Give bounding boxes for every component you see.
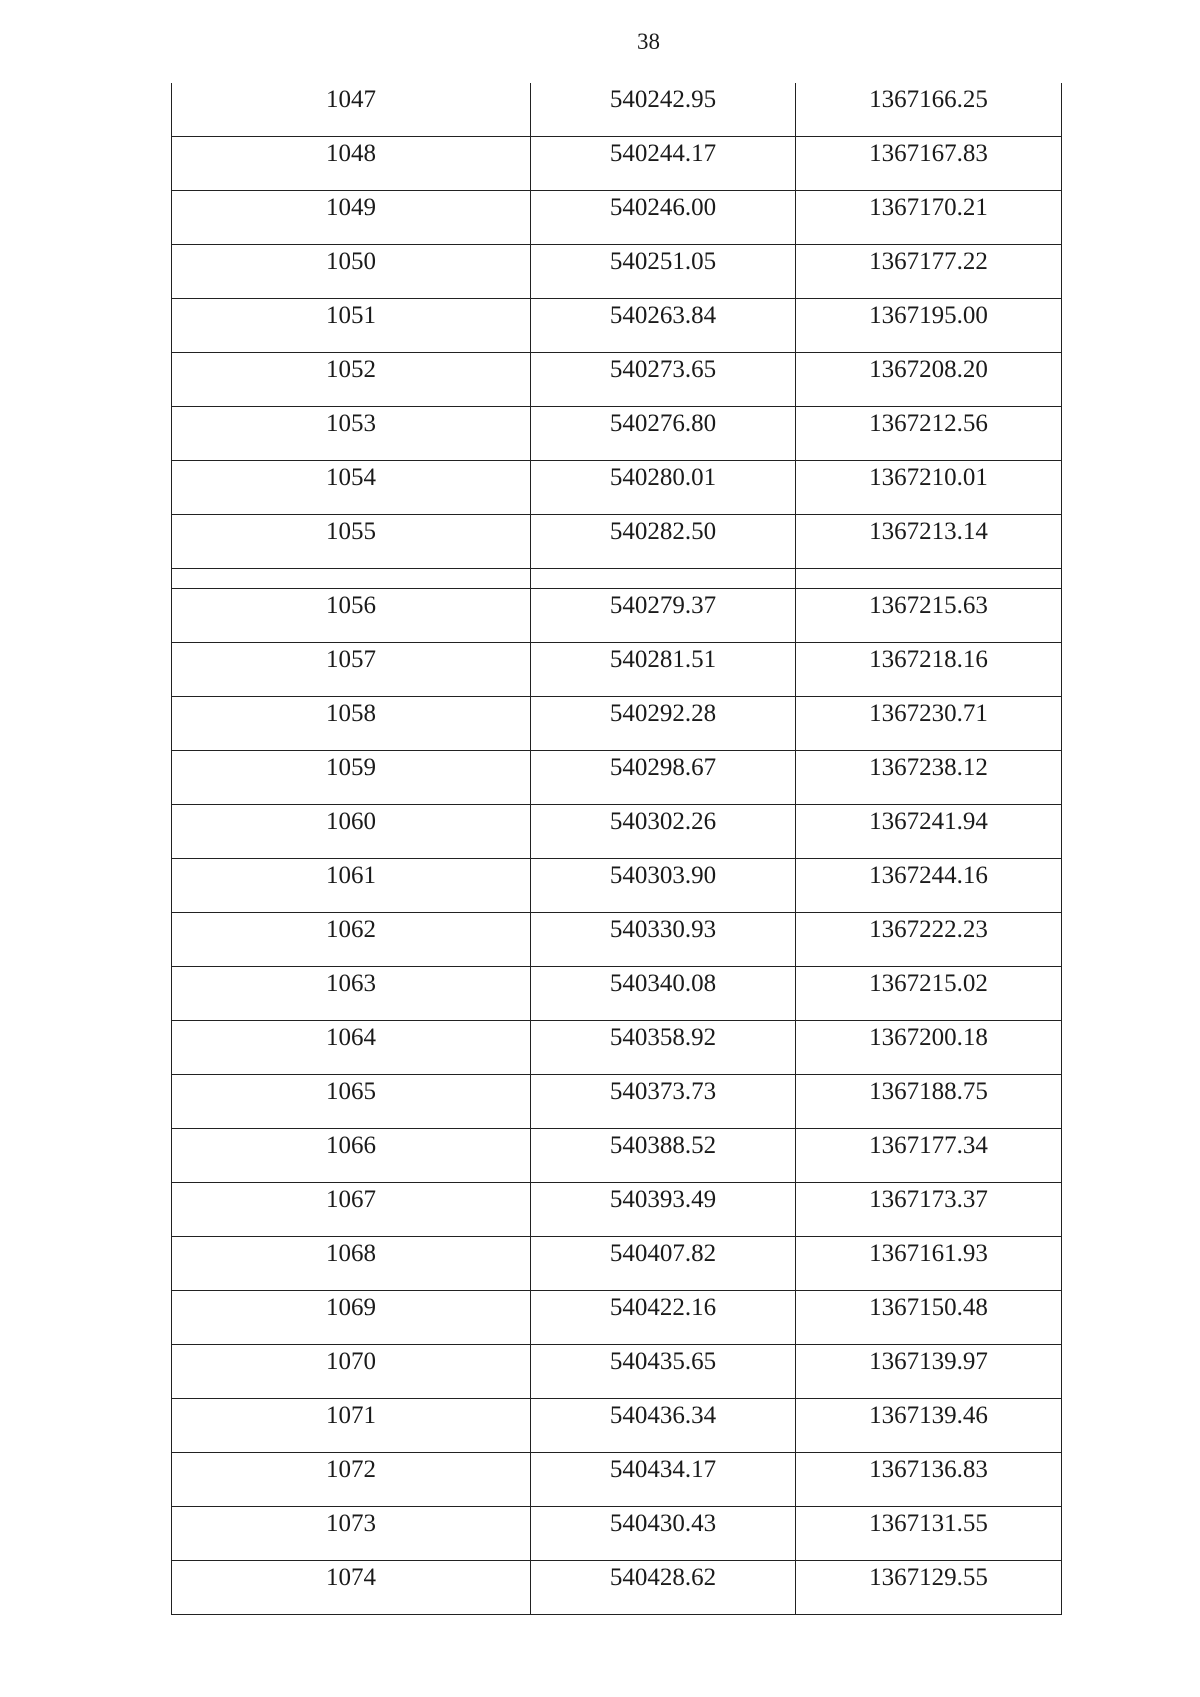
- y-coordinate-cell: [796, 407, 1062, 461]
- point-number-text: 1062: [326, 916, 376, 943]
- table-break-row: [172, 569, 1062, 589]
- y-coordinate-cell: [796, 1291, 1062, 1345]
- point-number-cell: [172, 515, 531, 569]
- x-coordinate-cell: [531, 913, 796, 967]
- point-number-cell: [172, 137, 531, 191]
- point-number-text: 1059: [326, 754, 376, 781]
- table-row: [172, 461, 1062, 515]
- point-number-cell: [172, 751, 531, 805]
- x-coordinate-text: 540407.82: [609, 1240, 717, 1267]
- table-row: [172, 1507, 1062, 1561]
- table-row: [172, 137, 1062, 191]
- x-coordinate-text: 540281.51: [609, 646, 717, 673]
- y-coordinate-cell: [796, 859, 1062, 913]
- x-coordinate-text: 540246.00: [609, 194, 717, 221]
- x-coordinate-text: 540435.65: [609, 1348, 717, 1375]
- x-coordinate-cell: [531, 1345, 796, 1399]
- coordinates-table: [171, 83, 1062, 1615]
- x-coordinate-cell: [531, 407, 796, 461]
- x-coordinate-cell: [531, 967, 796, 1021]
- y-coordinate-text: 1367238.12: [869, 754, 988, 781]
- y-coordinate-cell: [796, 461, 1062, 515]
- point-number-text: 1047: [326, 86, 376, 113]
- x-coordinate-cell: [531, 83, 796, 137]
- point-number-text: 1064: [326, 1024, 376, 1051]
- point-number-cell: [172, 407, 531, 461]
- y-coordinate-cell: [796, 643, 1062, 697]
- table-row: [172, 1345, 1062, 1399]
- x-coordinate-cell: [531, 1237, 796, 1291]
- x-coordinate-cell: [531, 859, 796, 913]
- point-number-cell: [172, 245, 531, 299]
- point-number-text: 1051: [326, 302, 376, 329]
- point-number-text: 1069: [326, 1294, 376, 1321]
- x-coordinate-text: 540263.84: [609, 302, 717, 329]
- x-coordinate-text: 540388.52: [609, 1132, 717, 1159]
- y-coordinate-text: 1367230.71: [869, 700, 988, 727]
- empty-cell: [531, 569, 796, 589]
- x-coordinate-text: 540434.17: [609, 1456, 717, 1483]
- point-number-cell: [172, 643, 531, 697]
- point-number-cell: [172, 1291, 531, 1345]
- x-coordinate-cell: [531, 1021, 796, 1075]
- x-coordinate-text: 540302.26: [609, 808, 717, 835]
- y-coordinate-cell: [796, 83, 1062, 137]
- table-row: [172, 245, 1062, 299]
- table-row: [172, 1291, 1062, 1345]
- x-coordinate-cell: [531, 137, 796, 191]
- point-number-cell: [172, 967, 531, 1021]
- table-row: [172, 1453, 1062, 1507]
- x-coordinate-text: 540428.62: [609, 1564, 717, 1591]
- y-coordinate-text: 1367200.18: [869, 1024, 988, 1051]
- point-number-cell: [172, 353, 531, 407]
- y-coordinate-cell: [796, 191, 1062, 245]
- point-number-text: 1071: [326, 1402, 376, 1429]
- y-coordinate-text: 1367218.16: [869, 646, 988, 673]
- table-row: [172, 751, 1062, 805]
- table-row: [172, 1561, 1062, 1615]
- point-number-text: 1052: [326, 356, 376, 383]
- point-number-cell: [172, 697, 531, 751]
- x-coordinate-text: 540251.05: [609, 248, 717, 275]
- point-number-cell: [172, 805, 531, 859]
- table-row: [172, 913, 1062, 967]
- x-coordinate-text: 540292.28: [609, 700, 717, 727]
- y-coordinate-cell: [796, 515, 1062, 569]
- y-coordinate-text: 1367166.25: [869, 86, 988, 113]
- point-number-text: 1074: [326, 1564, 376, 1591]
- point-number-text: 1060: [326, 808, 376, 835]
- point-number-text: 1050: [326, 248, 376, 275]
- point-number-cell: [172, 1129, 531, 1183]
- point-number-cell: [172, 1237, 531, 1291]
- point-number-text: 1054: [326, 464, 376, 491]
- x-coordinate-text: 540422.16: [609, 1294, 717, 1321]
- x-coordinate-text: 540373.73: [609, 1078, 717, 1105]
- y-coordinate-text: 1367177.22: [869, 248, 988, 275]
- table-row: [172, 805, 1062, 859]
- point-number-cell: [172, 1399, 531, 1453]
- point-number-text: 1072: [326, 1456, 376, 1483]
- y-coordinate-text: 1367131.55: [869, 1510, 988, 1537]
- point-number-text: 1048: [326, 140, 376, 167]
- table-row: [172, 1021, 1062, 1075]
- y-coordinate-cell: [796, 245, 1062, 299]
- x-coordinate-cell: [531, 1075, 796, 1129]
- x-coordinate-cell: [531, 643, 796, 697]
- y-coordinate-cell: [796, 137, 1062, 191]
- y-coordinate-text: 1367139.46: [869, 1402, 988, 1429]
- point-number-cell: [172, 1453, 531, 1507]
- y-coordinate-cell: [796, 1345, 1062, 1399]
- y-coordinate-cell: [796, 1507, 1062, 1561]
- y-coordinate-text: 1367215.63: [869, 592, 988, 619]
- table-row: [172, 407, 1062, 461]
- table-row: [172, 299, 1062, 353]
- y-coordinate-text: 1367212.56: [869, 410, 988, 437]
- y-coordinate-cell: [796, 1021, 1062, 1075]
- point-number-text: 1070: [326, 1348, 376, 1375]
- x-coordinate-text: 540244.17: [609, 140, 717, 167]
- point-number-cell: [172, 1021, 531, 1075]
- y-coordinate-cell: [796, 751, 1062, 805]
- y-coordinate-cell: [796, 1561, 1062, 1615]
- x-coordinate-cell: [531, 1453, 796, 1507]
- x-coordinate-text: 540358.92: [609, 1024, 717, 1051]
- x-coordinate-text: 540330.93: [609, 916, 717, 943]
- point-number-cell: [172, 461, 531, 515]
- x-coordinate-text: 540273.65: [609, 356, 717, 383]
- y-coordinate-cell: [796, 1075, 1062, 1129]
- point-number-cell: [172, 913, 531, 967]
- y-coordinate-text: 1367167.83: [869, 140, 988, 167]
- table-row: [172, 1237, 1062, 1291]
- table-row: [172, 83, 1062, 137]
- y-coordinate-text: 1367208.20: [869, 356, 988, 383]
- point-number-text: 1073: [326, 1510, 376, 1537]
- x-coordinate-cell: [531, 1291, 796, 1345]
- point-number-text: 1056: [326, 592, 376, 619]
- point-number-text: 1049: [326, 194, 376, 221]
- x-coordinate-cell: [531, 461, 796, 515]
- x-coordinate-cell: [531, 1561, 796, 1615]
- y-coordinate-text: 1367244.16: [869, 862, 988, 889]
- table-row: [172, 191, 1062, 245]
- point-number-text: 1058: [326, 700, 376, 727]
- y-coordinate-text: 1367177.34: [869, 1132, 988, 1159]
- table-row: [172, 353, 1062, 407]
- table-row: [172, 643, 1062, 697]
- empty-cell: [172, 569, 531, 589]
- point-number-cell: [172, 191, 531, 245]
- point-number-cell: [172, 1345, 531, 1399]
- y-coordinate-text: 1367188.75: [869, 1078, 988, 1105]
- empty-cell: [796, 569, 1062, 589]
- x-coordinate-cell: [531, 1183, 796, 1237]
- table-row: [172, 1183, 1062, 1237]
- x-coordinate-cell: [531, 589, 796, 643]
- x-coordinate-text: 540280.01: [609, 464, 717, 491]
- page-number: 38: [637, 29, 660, 54]
- y-coordinate-text: 1367150.48: [869, 1294, 988, 1321]
- table-row: [172, 1129, 1062, 1183]
- table-row: [172, 1075, 1062, 1129]
- point-number-text: 1063: [326, 970, 376, 997]
- y-coordinate-cell: [796, 1183, 1062, 1237]
- point-number-cell: [172, 1507, 531, 1561]
- y-coordinate-cell: [796, 589, 1062, 643]
- coordinates-table-body: [172, 83, 1062, 1615]
- x-coordinate-cell: [531, 245, 796, 299]
- y-coordinate-cell: [796, 299, 1062, 353]
- x-coordinate-text: 540340.08: [609, 970, 717, 997]
- point-number-text: 1068: [326, 1240, 376, 1267]
- y-coordinate-cell: [796, 697, 1062, 751]
- y-coordinate-text: 1367215.02: [869, 970, 988, 997]
- point-number-cell: [172, 859, 531, 913]
- x-coordinate-text: 540393.49: [609, 1186, 717, 1213]
- point-number-cell: [172, 83, 531, 137]
- x-coordinate-text: 540279.37: [609, 592, 717, 619]
- x-coordinate-cell: [531, 751, 796, 805]
- x-coordinate-text: 540436.34: [609, 1402, 717, 1429]
- y-coordinate-text: 1367213.14: [869, 518, 988, 545]
- y-coordinate-cell: [796, 1399, 1062, 1453]
- y-coordinate-cell: [796, 1453, 1062, 1507]
- table-row: [172, 859, 1062, 913]
- point-number-text: 1053: [326, 410, 376, 437]
- point-number-text: 1055: [326, 518, 376, 545]
- y-coordinate-cell: [796, 967, 1062, 1021]
- table-row: [172, 515, 1062, 569]
- x-coordinate-text: 540276.80: [609, 410, 717, 437]
- y-coordinate-text: 1367129.55: [869, 1564, 988, 1591]
- x-coordinate-text: 540303.90: [609, 862, 717, 889]
- x-coordinate-text: 540282.50: [609, 518, 717, 545]
- y-coordinate-cell: [796, 1237, 1062, 1291]
- x-coordinate-cell: [531, 1399, 796, 1453]
- y-coordinate-text: 1367210.01: [869, 464, 988, 491]
- x-coordinate-cell: [531, 191, 796, 245]
- x-coordinate-cell: [531, 1129, 796, 1183]
- x-coordinate-text: 540242.95: [609, 86, 717, 113]
- point-number-cell: [172, 589, 531, 643]
- x-coordinate-cell: [531, 515, 796, 569]
- y-coordinate-text: 1367139.97: [869, 1348, 988, 1375]
- y-coordinate-text: 1367161.93: [869, 1240, 988, 1267]
- x-coordinate-text: 540298.67: [609, 754, 717, 781]
- y-coordinate-text: 1367173.37: [869, 1186, 988, 1213]
- point-number-text: 1066: [326, 1132, 376, 1159]
- point-number-text: 1061: [326, 862, 376, 889]
- y-coordinate-cell: [796, 805, 1062, 859]
- y-coordinate-text: 1367136.83: [869, 1456, 988, 1483]
- table-row: [172, 1399, 1062, 1453]
- point-number-text: 1057: [326, 646, 376, 673]
- table-row: [172, 697, 1062, 751]
- x-coordinate-cell: [531, 353, 796, 407]
- x-coordinate-cell: [531, 697, 796, 751]
- y-coordinate-cell: [796, 353, 1062, 407]
- point-number-cell: [172, 1183, 531, 1237]
- point-number-text: 1067: [326, 1186, 376, 1213]
- table-row: [172, 967, 1062, 1021]
- y-coordinate-text: 1367170.21: [869, 194, 988, 221]
- table-row: [172, 589, 1062, 643]
- x-coordinate-cell: [531, 1507, 796, 1561]
- y-coordinate-cell: [796, 1129, 1062, 1183]
- point-number-text: 1065: [326, 1078, 376, 1105]
- x-coordinate-cell: [531, 299, 796, 353]
- point-number-cell: [172, 1561, 531, 1615]
- y-coordinate-cell: [796, 913, 1062, 967]
- x-coordinate-text: 540430.43: [609, 1510, 717, 1537]
- y-coordinate-text: 1367195.00: [869, 302, 988, 329]
- x-coordinate-cell: [531, 805, 796, 859]
- y-coordinate-text: 1367241.94: [869, 808, 988, 835]
- point-number-cell: [172, 299, 531, 353]
- y-coordinate-text: 1367222.23: [869, 916, 988, 943]
- point-number-cell: [172, 1075, 531, 1129]
